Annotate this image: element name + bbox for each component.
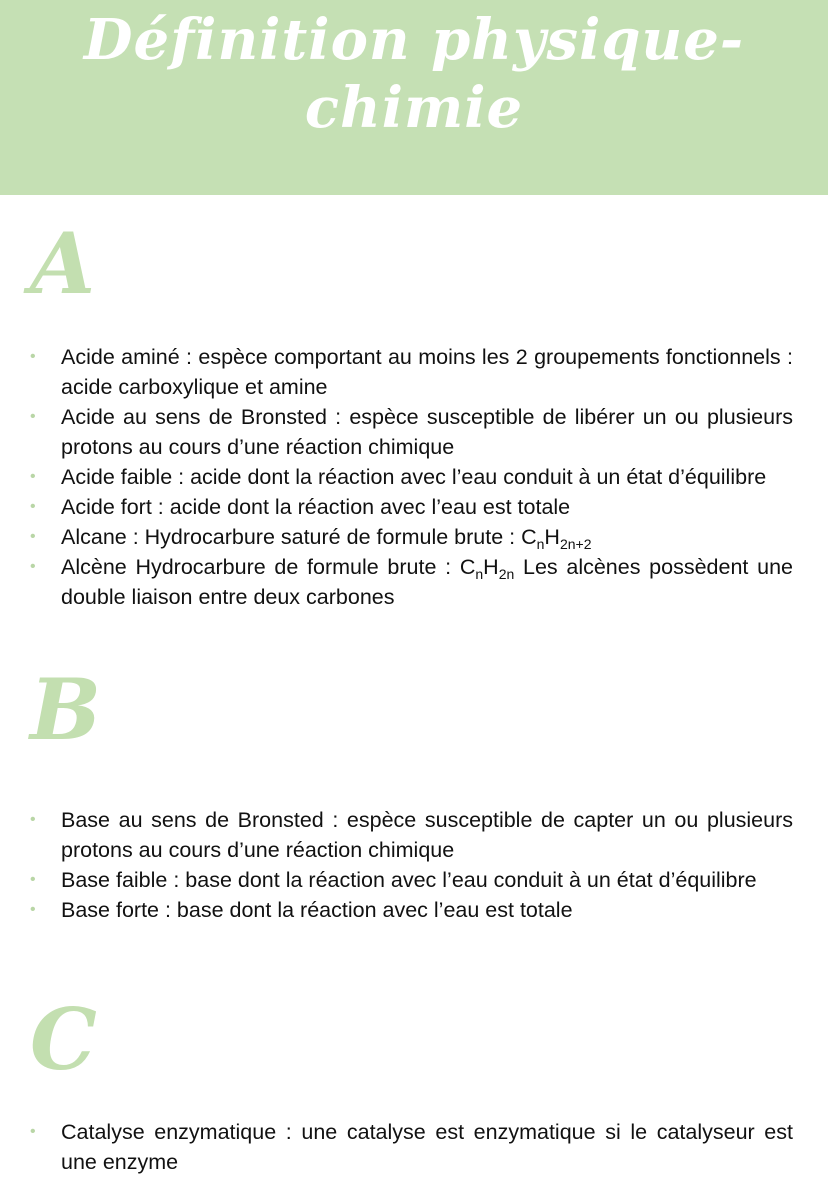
definition-text: Acide aminé : espèce comportant au moins les 2 groupements fonctionnels : acide carboxylique et amine — [61, 345, 793, 399]
definition-text: Alcane : Hydrocarbure saturé de formule brute : C — [61, 525, 537, 549]
section-letter-b: B — [30, 660, 101, 759]
list-item — [0, 522, 793, 552]
subscript: n — [475, 566, 484, 582]
list-item — [0, 1117, 793, 1177]
list-item — [0, 552, 793, 612]
definition-text: Les alcènes possèdent une double liaison entre deux carbones — [61, 555, 793, 609]
title-line-1: Définition physique- — [83, 7, 745, 73]
definition-text: Catalyse enzymatique : une catalyse est enzymatique si le catalyseur est une enzyme — [61, 1120, 793, 1174]
list-item — [0, 492, 793, 522]
list-item — [0, 895, 793, 925]
bullet-icon: • — [30, 528, 36, 545]
definitions-list-b — [0, 805, 828, 925]
definitions-list-a — [0, 342, 828, 612]
definition-text: Acide fort : acide dont la réaction avec l’eau est totale — [61, 495, 571, 519]
definition-text: Base faible : base dont la réaction avec l’eau conduit à un état d’équilibre — [61, 868, 757, 892]
subscript: 2n+2 — [559, 536, 592, 552]
formula-text: H — [544, 525, 560, 549]
bullet-icon: • — [30, 871, 36, 888]
definition-text: Alcène Hydrocarbure de formule brute : C — [61, 555, 476, 579]
definition-text: Base forte : base dont la réaction avec l’eau est totale — [61, 898, 573, 922]
list-item — [0, 342, 793, 402]
section-letter-c: C — [30, 990, 97, 1089]
page-title — [0, 0, 828, 142]
subscript: n — [536, 536, 545, 552]
bullet-icon: • — [30, 1123, 36, 1140]
list-item — [0, 865, 793, 895]
title-banner — [0, 0, 828, 195]
subscript: 2n — [498, 566, 515, 582]
definitions-list-c — [0, 1117, 828, 1177]
section-letter-a: A — [30, 214, 96, 313]
list-item — [0, 462, 793, 492]
bullet-icon: • — [30, 811, 36, 828]
definition-text: Base au sens de Bronsted : espèce susceptible de capter un ou plusieurs protons au cours d’une réaction chimique — [61, 808, 793, 862]
formula-text: H — [483, 555, 499, 579]
definition-text: Acide au sens de Bronsted : espèce susceptible de libérer un ou plusieurs protons au cours d’une réaction chimique — [61, 405, 793, 459]
list-item — [0, 805, 793, 865]
list-item — [0, 402, 793, 462]
bullet-icon: • — [30, 498, 36, 515]
title-line-2: chimie — [304, 75, 524, 141]
bullet-icon: • — [30, 468, 36, 485]
bullet-icon: • — [30, 901, 36, 918]
bullet-icon: • — [30, 558, 36, 575]
bullet-icon: • — [30, 348, 36, 365]
bullet-icon: • — [30, 408, 36, 425]
definition-text: Acide faible : acide dont la réaction avec l’eau conduit à un état d’équilibre — [61, 465, 767, 489]
